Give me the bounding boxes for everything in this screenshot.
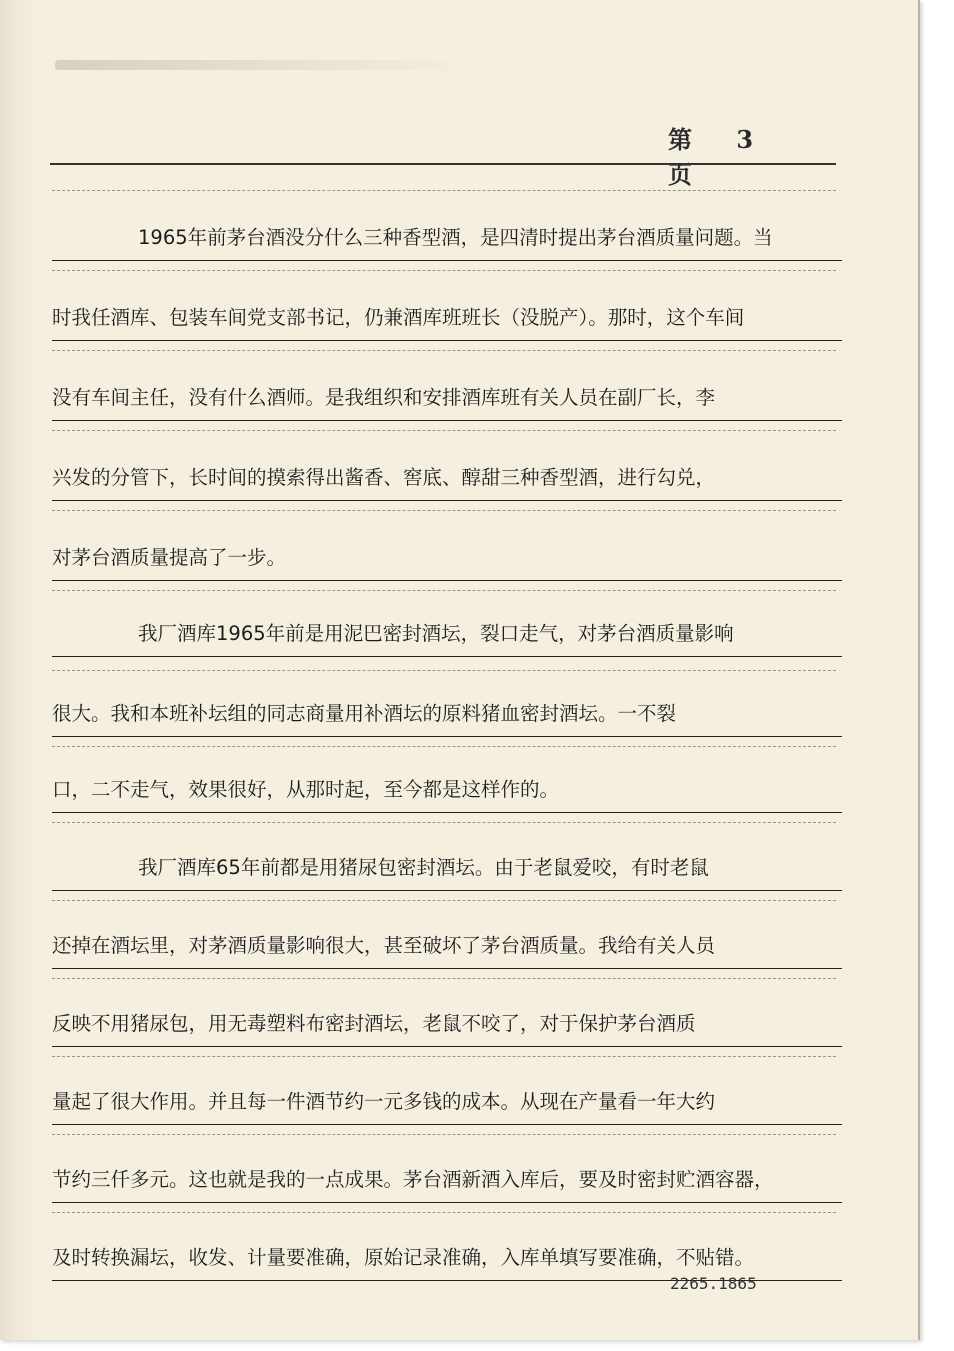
handwritten-line: 还掉在酒坛里，对茅酒质量影响很大，甚至破坏了茅台酒质量。我给有关人员	[52, 924, 842, 969]
handwritten-line: 我厂酒库1965年前是用泥巴密封酒坛，裂口走气，对茅台酒质量影响	[52, 612, 842, 657]
ruled-guide-line	[52, 430, 836, 431]
ruled-guide-line	[52, 670, 836, 671]
archive-code: 2265.1865	[670, 1274, 757, 1293]
ruled-guide-line	[52, 350, 836, 351]
paper-fold-mark	[55, 60, 475, 70]
ruled-guide-line	[52, 1134, 836, 1135]
ruled-guide-line	[52, 510, 836, 511]
ruled-guide-line	[52, 1056, 836, 1057]
handwritten-line: 及时转换漏坛，收发、计量要准确，原始记录准确，入库单填写要准确，不贴错。	[52, 1236, 842, 1281]
page-number: 第 3 页	[668, 125, 772, 189]
ruled-guide-line	[52, 746, 836, 747]
ruled-guide-line	[52, 978, 836, 979]
handwritten-line: 节约三仟多元。这也就是我的一点成果。茅台酒新酒入库后，要及时密封贮酒容器，	[52, 1158, 842, 1203]
handwritten-line: 口，二不走气，效果很好，从那时起，至今都是这样作的。	[52, 768, 842, 813]
handwritten-line: 1965年前茅台酒没分什么三种香型酒，是四清时提出茅台酒质量问题。当	[52, 216, 842, 261]
header-rule	[50, 163, 836, 165]
handwritten-line: 没有车间主任，没有什么酒师。是我组织和安排酒库班有关人员在副厂长，李	[52, 376, 842, 421]
handwritten-line: 反映不用猪尿包，用无毒塑料布密封酒坛，老鼠不咬了，对于保护茅台酒质	[52, 1002, 842, 1047]
handwritten-line: 我厂酒库65年前都是用猪尿包密封酒坛。由于老鼠爱咬，有时老鼠	[52, 846, 842, 891]
handwritten-line: 时我任酒库、包装车间党支部书记，仍兼酒库班班长（没脱产）。那时，这个车间	[52, 296, 842, 341]
handwritten-line: 很大。我和本班补坛组的同志商量用补酒坛的原料猪血密封酒坛。一不裂	[52, 692, 842, 737]
handwritten-line: 量起了很大作用。并且每一件酒节约一元多钱的成本。从现在产量看一年大约	[52, 1080, 842, 1125]
handwritten-line: 兴发的分管下，长时间的摸索得出酱香、窖底、醇甜三种香型酒，进行勾兑，	[52, 456, 842, 501]
ruled-guide-line	[52, 900, 836, 901]
ruled-guide-line	[52, 1212, 836, 1213]
ruled-guide-line	[52, 590, 836, 591]
ruled-guide-line	[52, 270, 836, 271]
ruled-guide-line	[52, 822, 836, 823]
ruled-guide-line	[52, 190, 836, 191]
page-binding-edge	[0, 0, 40, 1340]
handwritten-line: 对茅台酒质量提高了一步。	[52, 536, 842, 581]
